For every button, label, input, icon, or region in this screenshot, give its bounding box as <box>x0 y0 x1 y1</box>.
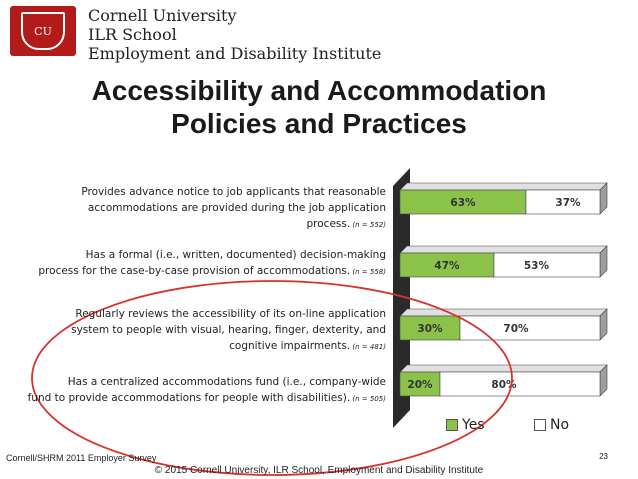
bar-top-face <box>400 246 607 253</box>
legend-yes-label: Yes <box>462 417 485 433</box>
category-label <box>28 374 386 407</box>
legend-yes-swatch <box>446 419 458 431</box>
data-label-no: 70% <box>503 323 529 335</box>
category-label-line: process for the case-by-case provision of accommodations. (n = 558) <box>38 265 386 277</box>
legend-no <box>534 417 569 433</box>
header-line-3: Employment and Disability Institute <box>88 44 382 63</box>
legend-no-label: No <box>550 417 570 433</box>
category-label-line: Regularly reviews the accessibility of its on-line application <box>75 308 386 320</box>
data-label-no: 53% <box>523 260 549 272</box>
sample-size-label: (n = 481) <box>350 343 386 351</box>
sample-size-label: (n = 552) <box>350 221 386 229</box>
page-number: 23 <box>599 452 608 461</box>
data-label-no: 80% <box>491 379 517 391</box>
category-label-line: accommodations are provided during the job application <box>87 202 386 214</box>
data-label-yes: 63% <box>450 197 476 209</box>
seal-shield-icon: CU <box>21 12 65 50</box>
bar-top-face <box>400 309 607 316</box>
category-label-line: fund to provide accommodations for people with disabilities). (n = 505) <box>27 392 386 404</box>
copyright-footer: © 2015 Cornell University, ILR School, Employment and Disability Institute <box>154 465 484 476</box>
data-label-yes: 20% <box>407 379 433 391</box>
header-line-2: ILR School <box>88 25 177 44</box>
category-label-line: Has a formal (i.e., written, documented) decision-making <box>85 249 386 261</box>
data-label-no: 37% <box>555 197 581 209</box>
sample-size-label: (n = 505) <box>350 395 386 403</box>
category-label-line: cognitive impairments. (n = 481) <box>229 340 386 352</box>
data-label-yes: 30% <box>417 323 443 335</box>
category-label <box>71 306 386 355</box>
source-note: Cornell/SHRM 2011 Employer Survey <box>6 453 157 463</box>
sample-size-label: (n = 558) <box>350 268 386 276</box>
category-label-line: process. (n = 552) <box>306 218 386 230</box>
category-label <box>38 247 386 280</box>
header-line-1: Cornell University <box>88 6 237 25</box>
bar-top-face <box>400 183 607 190</box>
bar-top-face <box>400 365 607 372</box>
legend-yes <box>446 417 485 433</box>
category-label-line: Provides advance notice to job applicants that reasonable <box>81 186 386 198</box>
slide-title-line-1: Accessibility and Accommodation <box>91 75 547 106</box>
legend-no-swatch <box>534 419 546 431</box>
category-label-line: Has a centralized accommodations fund (i.e., company-wide <box>67 376 386 388</box>
category-label-line: system to people with visual, hearing, finger, dexterity, and <box>71 324 386 336</box>
slide-title-line-2: Policies and Practices <box>171 108 467 139</box>
bar-no <box>460 316 600 340</box>
bar-no <box>440 372 600 396</box>
data-label-yes: 47% <box>434 260 460 272</box>
category-label <box>81 184 386 233</box>
